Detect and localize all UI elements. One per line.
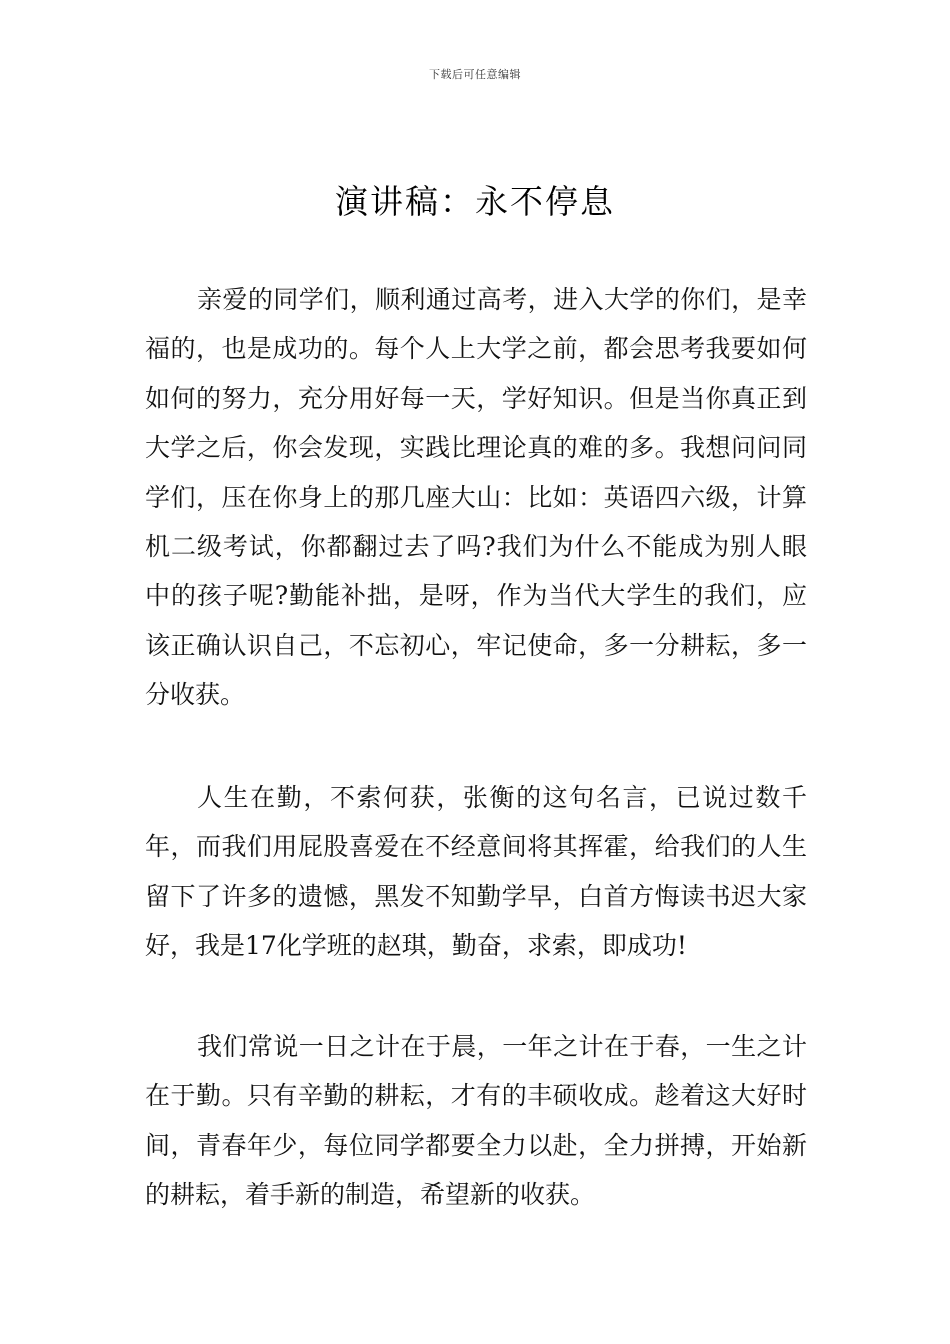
paragraph-1: 亲爱的同学们，顺利通过高考，进入大学的你们，是幸福的，也是成功的。每个人上大学之前，都会思考我要如何如何的努力，充分用好每一天，学好知识。但是当你真正到大学之后，你会发现，实践比理论真的难的多。我想问问同学们，压在你身上的那几座大山：比如：英语四六级，计算机二级考试，你都翻过去了吗?我们为什么不能成为别人眼中的孩子呢?勤能补拙，是呀，作为当代大学生的我们，应该正确认识自己，不忘初心，牢记使命，多一分耕耘，多一分收获。 [145,285,807,710]
paragraph-3: 我们常说一日之计在于晨，一年之计在于春，一生之计在于勤。只有辛勤的耕耘，才有的丰硕收成。趁着这大好时间，青春年少，每位同学都要全力以赴，全力拼搏，开始新的耕耘，着手新的制造，希望新的收获。 [145,1032,807,1210]
page-title: 演讲稿：永不停息 [335,182,615,221]
paragraph-2: 人生在勤，不索何获，张衡的这句名言，已说过数千年，而我们用屁股喜爱在不经意间将其挥霍，给我们的人生留下了许多的遗憾，黑发不知勤学早，白首方悔读书迟大家好，我是17化学班的赵琪，勤奋，求索，即成功! [145,783,807,961]
header-note: 下载后可任意编辑 [429,68,521,81]
